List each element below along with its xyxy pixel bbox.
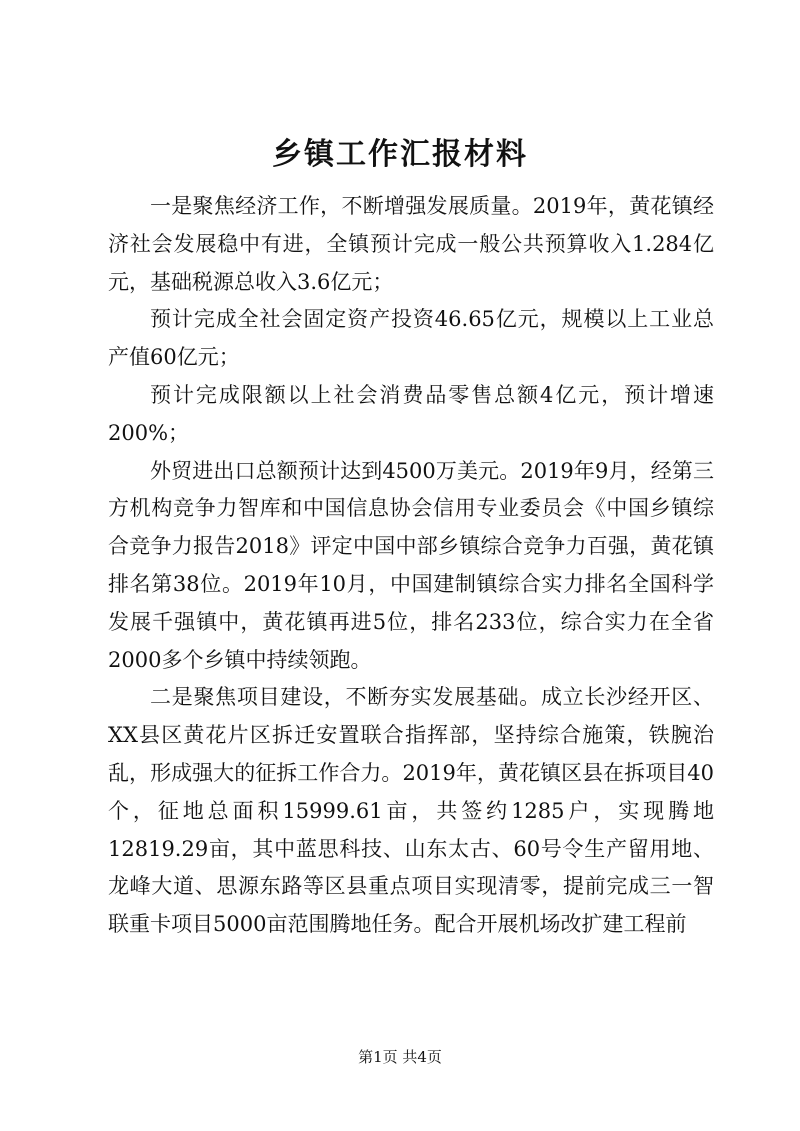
- document-body: [108, 188, 714, 944]
- paragraph-retail: 预计完成限额以上社会消费品零售总额4亿元，预计增速200%；: [108, 382, 714, 445]
- paragraph-investment: 预计完成全社会固定资产投资46.65亿元，规模以上工业总产值60亿元；: [108, 307, 714, 370]
- document-title: 乡镇工作汇报材料: [272, 137, 528, 172]
- page-number-footer: 第1页 共4页: [358, 1048, 442, 1066]
- paragraph-trade: 外贸进出口总额预计达到4500万美元。2019年9月，经第三方机构竞争力智库和中国信息协会信用专业委员会《中国乡镇综合竞争力报告2018》评定中国中部乡镇综合竞争力百强，黄花镇排名第38位。2019年10月，中国建制镇综合实力排名全国科学发展千强镇中，黄花镇再进5位，排名233位，综合实力在全省2000多个乡镇中持续领跑。: [108, 458, 714, 672]
- paragraph-economy: 一是聚焦经济工作，不断增强发展质量。2019年，黄花镇经济社会发展稳中有进，全镇预计完成一般公共预算收入1.284亿元，基础税源总收入3.6亿元；: [108, 194, 714, 294]
- paragraph-projects: 二是聚焦项目建设，不断夯实发展基础。成立长沙经开区、XX县区黄花片区拆迁安置联合指挥部，坚持综合施策，铁腕治乱，形成强大的征拆工作合力。2019年，黄花镇区县在拆项目40个，征地总面积15999.61亩，共签约1285户，实现腾地12819.29亩，其中蓝思科技、山东太古、60号令生产留用地、龙峰大道、思源东路等区县重点项目实现清零，提前完成三一智联重卡项目5000亩范围腾地任务。配合开展机场改扩建工程前: [108, 685, 714, 937]
